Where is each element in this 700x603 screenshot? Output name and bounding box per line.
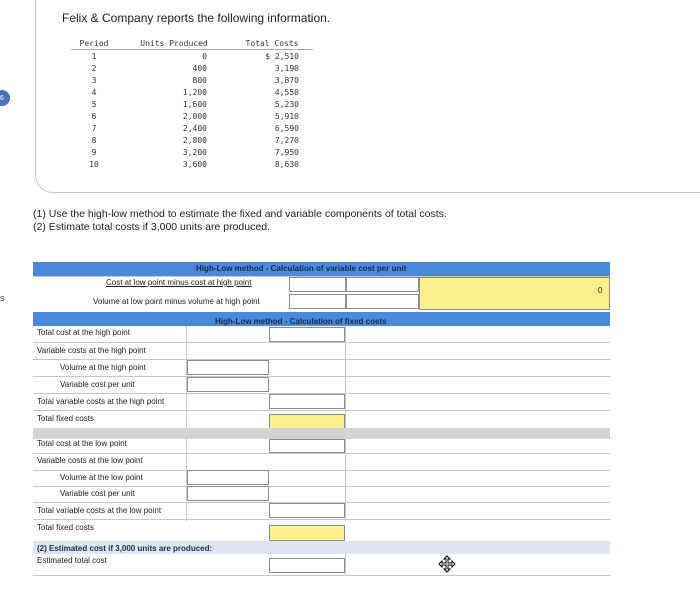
low-volume-input[interactable] (187, 470, 269, 485)
high-total-variable-costs-label: Total variable costs at the high point (37, 397, 165, 406)
move-cursor-icon (438, 555, 456, 573)
table-row (71, 86, 313, 98)
costs-cell: 5,910 (274, 111, 299, 121)
units-cell: 2,800 (182, 135, 207, 145)
table-row (71, 158, 313, 170)
table-row (71, 122, 313, 134)
period-cell: 9 (91, 147, 97, 157)
table-row (71, 62, 313, 74)
divider (33, 470, 610, 471)
divider (33, 453, 610, 454)
numerator-cost-input[interactable] (289, 277, 346, 292)
table-row (71, 74, 313, 86)
instructions (33, 208, 447, 234)
side-mark: s (0, 293, 5, 303)
divider (33, 342, 610, 343)
high-variable-costs-label: Variable costs at the high point (37, 346, 146, 355)
costs-cell: 8,630 (274, 159, 299, 169)
units-cell: 800 (192, 75, 207, 85)
units-cell: 1,600 (182, 99, 207, 109)
low-volume-label: Volume at the low point (60, 473, 143, 482)
estimated-total-cost-label: Estimated total cost (37, 556, 107, 565)
numerator-cost-input-2[interactable] (346, 277, 419, 292)
variable-cost-result[interactable] (419, 277, 610, 310)
low-variable-cost-per-unit-input[interactable] (187, 486, 269, 501)
costs-cell: 3,870 (274, 75, 299, 85)
units-cell: 2,400 (182, 123, 207, 133)
low-variable-cost-per-unit-label: Variable cost per unit (60, 489, 135, 498)
high-total-cost-input[interactable] (269, 327, 345, 342)
high-total-variable-costs-input[interactable] (269, 394, 345, 409)
period-cell: 6 (91, 111, 97, 121)
units-header: Units Produced (117, 38, 231, 50)
estimated-total-cost-input[interactable] (269, 558, 345, 573)
units-cell: 3,600 (182, 159, 207, 169)
units-cell: 400 (192, 63, 207, 73)
estimate-header: (2) Estimated cost if 3,000 units are produced: (37, 544, 213, 553)
intro-text: Felix & Company reports the following information. (62, 11, 331, 25)
data-table (71, 38, 313, 170)
table-row (71, 134, 313, 146)
table-row (71, 110, 313, 122)
low-total-cost-input[interactable] (269, 439, 345, 453)
period-header: Period (71, 38, 117, 50)
side-badge: 6 (0, 90, 10, 106)
period-cell: 7 (91, 123, 97, 133)
high-total-fixed-costs-label: Total fixed costs (37, 414, 94, 423)
table-header-row (71, 38, 313, 50)
table-row (71, 98, 313, 110)
divider (33, 359, 610, 360)
variable-cost-result-value: 0 (598, 286, 603, 295)
period-cell: 3 (91, 75, 97, 85)
period-cell: 1 (91, 51, 97, 61)
costs-cell: 7,950 (274, 147, 299, 157)
numerator-label: Cost at low point minus cost at high point (106, 278, 252, 287)
table-row (71, 50, 313, 63)
table-row (71, 146, 313, 158)
divider (345, 554, 346, 575)
low-total-variable-costs-label: Total variable costs at the low point (37, 506, 162, 515)
units-cell: 1,200 (182, 87, 207, 97)
divider (345, 439, 346, 521)
period-cell: 2 (91, 63, 97, 73)
units-cell: 0 (202, 51, 207, 61)
divider (33, 410, 610, 411)
high-variable-cost-per-unit-label: Variable cost per unit (60, 380, 135, 389)
period-cell: 5 (91, 99, 97, 109)
high-volume-input[interactable] (187, 360, 269, 375)
high-variable-cost-per-unit-input[interactable] (187, 377, 269, 392)
units-cell: 2,000 (182, 111, 207, 121)
divider (33, 376, 610, 377)
high-total-cost-label: Total cost at the high point (37, 328, 130, 337)
divider (33, 486, 610, 487)
period-cell: 10 (89, 159, 99, 169)
period-cell: 8 (91, 135, 97, 145)
high-volume-label: Volume at the high point (60, 363, 146, 372)
low-total-fixed-costs-label: Total fixed costs (37, 523, 94, 532)
costs-header: Total Costs (231, 38, 313, 50)
variable-cost-header: High-Low method - Calculation of variable cost per unit (196, 264, 407, 273)
costs-cell: 6,590 (274, 123, 299, 133)
costs-cell: $ 2,510 (265, 51, 299, 61)
units-cell: 3,200 (182, 147, 207, 157)
denominator-label: Volume at low point minus volume at high point (93, 297, 260, 306)
instruction-1: (1) Use the high-low method to estimate the fixed and variable components of total costs. (33, 208, 447, 220)
low-total-cost-label: Total cost at the low point (37, 439, 127, 448)
denominator-volume-input-2[interactable] (346, 294, 419, 309)
instruction-2: (2) Estimate total costs if 3,000 units are produced. (33, 221, 270, 233)
fixed-cost-header: High-Low method - Calculation of fixed costs (215, 317, 387, 326)
divider (33, 519, 610, 520)
divider (33, 575, 610, 576)
costs-cell: 3,190 (274, 63, 299, 73)
costs-cell: 7,270 (274, 135, 299, 145)
section-spacer (33, 428, 610, 439)
low-variable-costs-label: Variable costs at the low point (37, 456, 143, 465)
low-total-fixed-costs-input[interactable] (269, 525, 345, 541)
costs-cell: 4,550 (274, 87, 299, 97)
costs-cell: 5,230 (274, 99, 299, 109)
low-total-variable-costs-input[interactable] (269, 503, 345, 518)
worksheet (33, 262, 610, 576)
denominator-volume-input[interactable] (289, 294, 346, 309)
period-cell: 4 (91, 87, 97, 97)
